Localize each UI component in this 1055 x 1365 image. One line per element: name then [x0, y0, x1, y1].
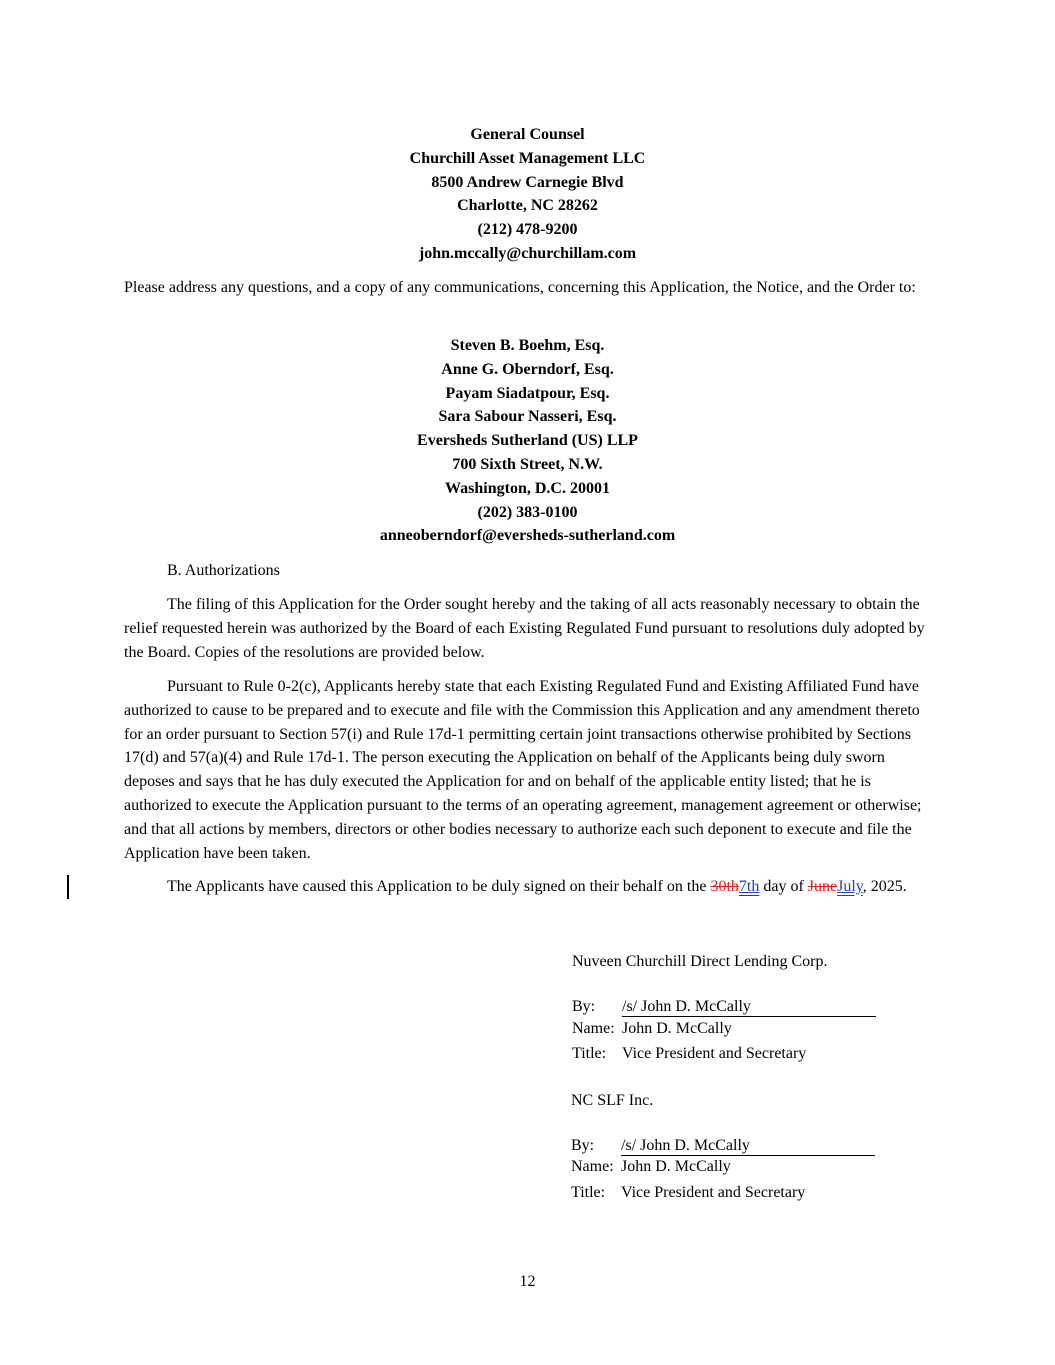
signed-text-after: , 2025. — [862, 878, 907, 895]
contact-line: General Counsel — [470, 126, 585, 143]
signed-text-middle: day of — [759, 878, 808, 895]
signature-entity: Nuveen Churchill Direct Lending Corp. — [572, 953, 828, 970]
filing-paragraph: The filing of this Application for the Order sought hereby and the taking of all acts reasonably necessary to obtain the relief requested herein was authorized by the Board of each Existing Regulated Fund pursuant to resolutions duly adopted by the Board. Copies of the resolutions are provided below. — [124, 596, 925, 661]
contact-block-counsel — [0, 334, 1055, 548]
contact-line: (202) 383-0100 — [477, 503, 578, 521]
name-label: Name: — [571, 1158, 614, 1175]
contact-block-churchill — [0, 123, 1055, 266]
section-heading: B. Authorizations — [167, 562, 280, 579]
contact-line: Payam Siadatpour, Esq. — [445, 384, 610, 402]
signature-title-row — [572, 1043, 806, 1065]
signature-entity: NC SLF Inc. — [571, 1092, 654, 1109]
contact-line: Charlotte, NC 28262 — [457, 197, 598, 215]
signature-by-row — [572, 996, 876, 1018]
deleted-month: June — [807, 878, 838, 895]
contact-line: (212) 478-9200 — [477, 221, 578, 239]
contact-line: Eversheds Sutherland (US) LLP — [417, 432, 638, 450]
signed-date-paragraph — [124, 875, 936, 899]
inserted-month: July — [837, 878, 863, 895]
signed-text-before: The Applicants have caused this Application to be duly signed on their behalf on the — [167, 878, 711, 895]
signature-by-row — [571, 1135, 875, 1157]
contact-line: Sara Sabour Nasseri, Esq. — [438, 408, 617, 426]
contact-email: john.mccally@churchillam.com — [418, 244, 637, 262]
page-number: 12 — [519, 1273, 536, 1290]
contact-line: 8500 Andrew Carnegie Blvd — [431, 173, 624, 191]
contact-line: Washington, D.C. 20001 — [445, 479, 610, 497]
signature-name-row — [571, 1156, 731, 1178]
contact-line: 700 Sixth Street, N.W. — [452, 455, 603, 473]
by-label: By: — [572, 998, 596, 1015]
contact-line: Churchill Asset Management LLC — [409, 149, 646, 167]
title-value: Vice President and Secretary — [622, 1045, 807, 1062]
name-value: John D. McCally — [621, 1158, 731, 1175]
revision-change-bar — [67, 875, 69, 899]
address-intro-paragraph: Please address any questions, and a copy of any communications, concerning this Application, the Notice, and the Order to: — [124, 279, 916, 296]
signature-line: /s/ John D. McCally — [622, 998, 876, 1017]
name-label: Name: — [572, 1020, 615, 1037]
by-label: By: — [571, 1137, 595, 1154]
contact-line: Anne G. Oberndorf, Esq. — [441, 360, 614, 378]
title-value: Vice President and Secretary — [621, 1184, 806, 1201]
rule-paragraph: Pursuant to Rule 0-2(c), Applicants hereby state that each Existing Regulated Fund and Existing Affiliated Fund have authorized to cause to be prepared and to execute and file with the Commission this Application and any amendment thereto for an order pursuant to Section 57(i) and Rule 17d-1 permitting certain joint transactions otherwise prohibited by Sections 17(d) and 57(a)(4) and Rule 17d-1. The person executing the Application on behalf of the Applicants being duly sworn deposes and says that he has duly executed the Application for and on behalf of the applicable entity listed; that he is authorized to execute the Application pursuant to the terms of an operating agreement, management agreement or otherwise; and that all actions by members, directors or other bodies necessary to authorize each such deponent to execute and file the Application have been taken. — [124, 678, 922, 862]
contact-line: Steven B. Boehm, Esq. — [450, 337, 605, 354]
title-label: Title: — [572, 1045, 607, 1062]
contact-email: anneoberndorf@eversheds-sutherland.com — [379, 527, 676, 545]
signature-line: /s/ John D. McCally — [621, 1137, 875, 1156]
deleted-day: 30th — [710, 878, 739, 895]
title-label: Title: — [571, 1184, 606, 1201]
name-value: John D. McCally — [622, 1020, 732, 1037]
signature-title-row — [571, 1182, 805, 1204]
inserted-day: 7th — [738, 878, 760, 895]
signature-name-row — [572, 1018, 732, 1040]
